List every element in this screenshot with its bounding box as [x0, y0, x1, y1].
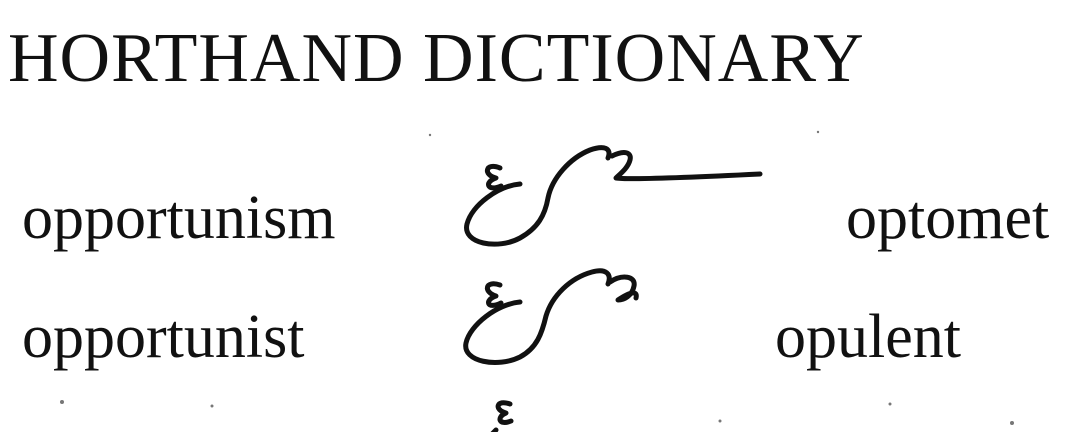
shorthand-opportunist — [466, 271, 637, 363]
entry-word-opportunism: opportunism — [22, 184, 336, 252]
entry-word-optomet: optomet — [846, 184, 1050, 252]
shorthand-next-entry — [484, 403, 511, 432]
shorthand-opportunism — [467, 148, 760, 245]
paper-specks — [60, 131, 1014, 425]
entry-word-opulent: opulent — [775, 303, 961, 371]
entry-word-opportunist: opportunist — [22, 303, 305, 371]
page-header: HORTHAND DICTIONARY — [8, 20, 865, 97]
